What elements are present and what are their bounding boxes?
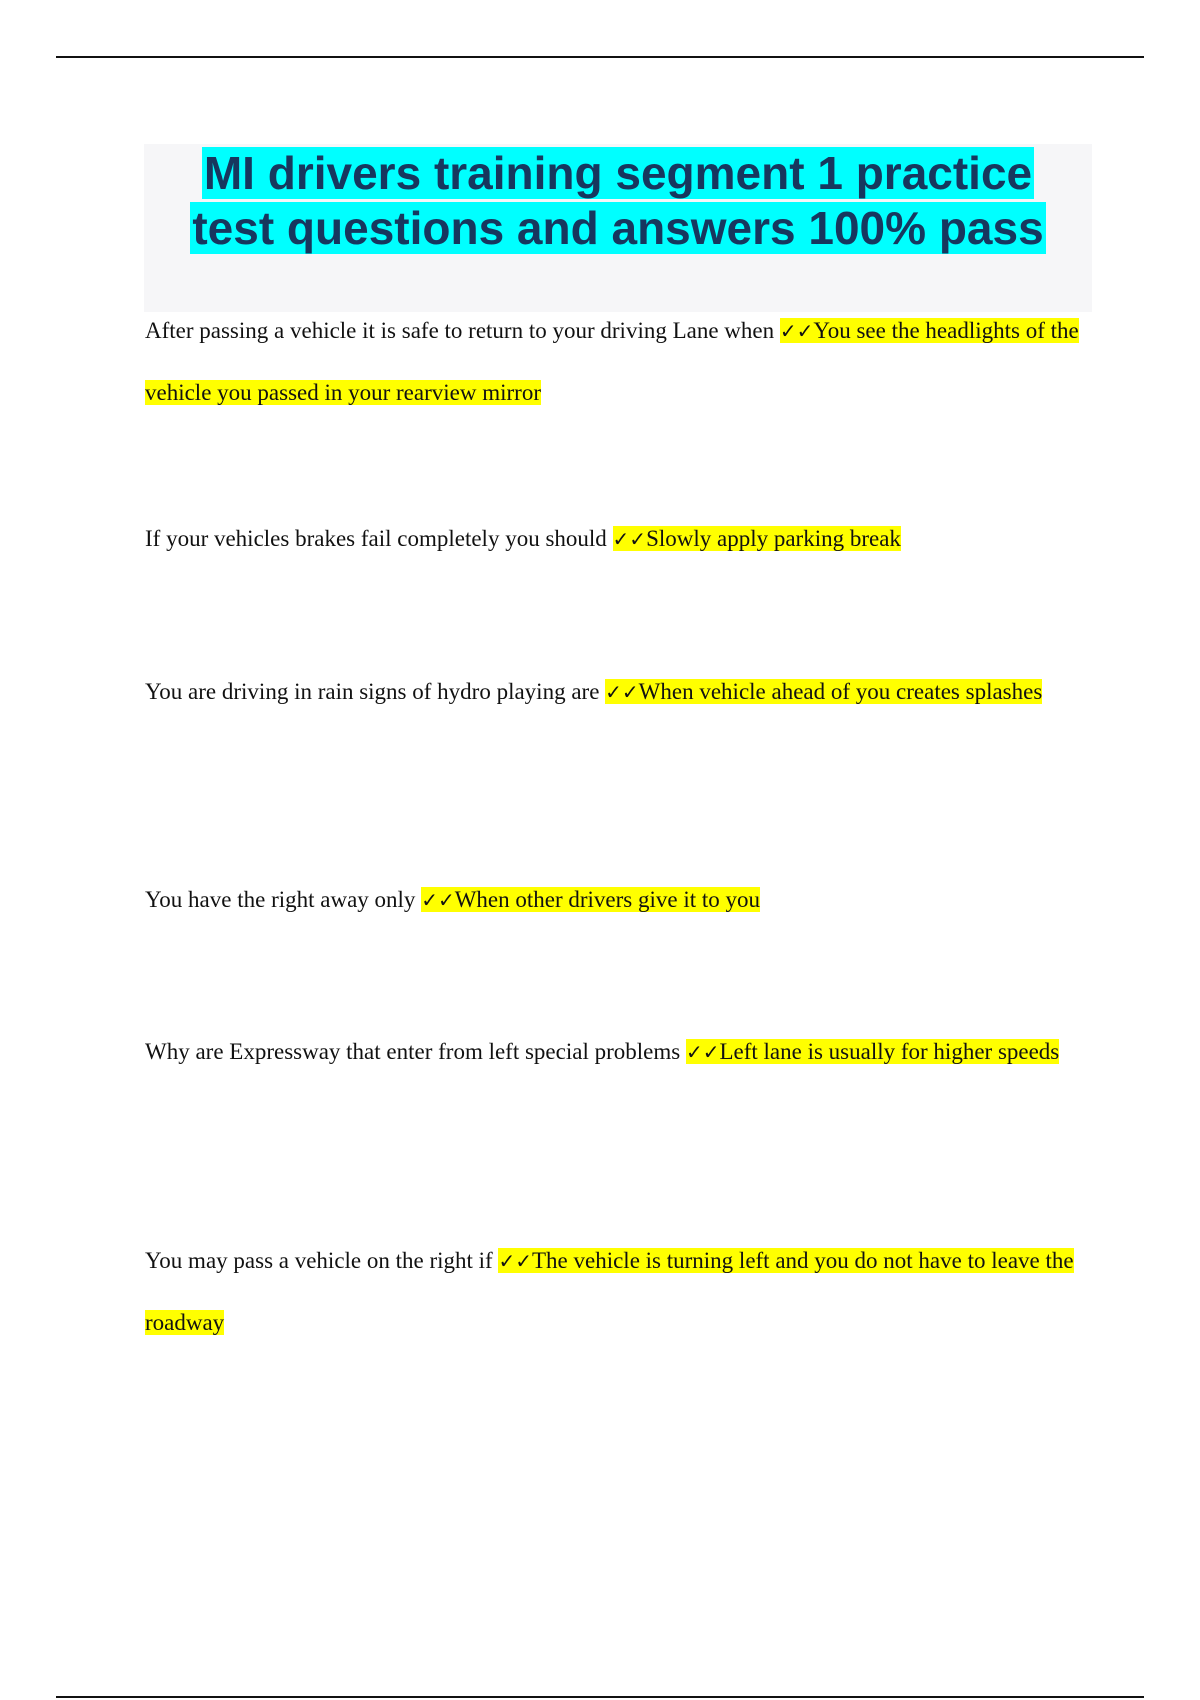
document-title — [144, 146, 1092, 256]
answer-text: The vehicle is turning left and you do not have to leave the roadway — [145, 1248, 1074, 1335]
answer-text: When other drivers give it to you — [454, 887, 761, 912]
check-mark-icon: ✓✓ — [612, 527, 647, 551]
question-text: If your vehicles brakes fail completely you should — [145, 526, 607, 551]
answer-text: Left lane is usually for higher speeds — [719, 1039, 1060, 1064]
answer-text: You see the headlights of the vehicle you passed in your rearview mirror — [145, 318, 1079, 405]
bottom-divider — [56, 1696, 1144, 1698]
check-mark-icon: ✓✓ — [605, 680, 639, 704]
question-text: Why are Expressway that enter from left special problems — [145, 1039, 681, 1064]
title-line-1: MI drivers training segment 1 practice — [203, 147, 1033, 199]
qa-item — [145, 300, 1085, 423]
check-mark-icon: ✓✓ — [685, 1040, 720, 1064]
qa-item — [145, 1021, 1085, 1083]
answer-highlight — [613, 526, 901, 551]
qa-item — [145, 869, 1085, 931]
qa-item — [145, 508, 1085, 570]
top-divider — [56, 56, 1144, 58]
answer-highlight — [421, 887, 760, 912]
qa-item — [145, 661, 1085, 723]
qa-item — [145, 1230, 1085, 1353]
check-mark-icon: ✓✓ — [421, 888, 455, 912]
check-mark-icon: ✓✓ — [498, 1249, 532, 1273]
question-text: You have the right away only — [145, 887, 416, 912]
check-mark-icon: ✓✓ — [779, 319, 814, 343]
answer-highlight — [686, 1039, 1059, 1064]
question-text: You may pass a vehicle on the right if — [145, 1248, 493, 1273]
answer-text: When vehicle ahead of you creates splashes — [638, 679, 1043, 704]
answer-highlight — [605, 679, 1042, 704]
question-text: After passing a vehicle it is safe to return to your driving Lane when — [145, 318, 775, 343]
answer-text: Slowly apply parking break — [646, 526, 901, 551]
title-line-2: test questions and answers 100% pass — [192, 202, 1044, 254]
question-text: You are driving in rain signs of hydro playing are — [145, 679, 600, 704]
